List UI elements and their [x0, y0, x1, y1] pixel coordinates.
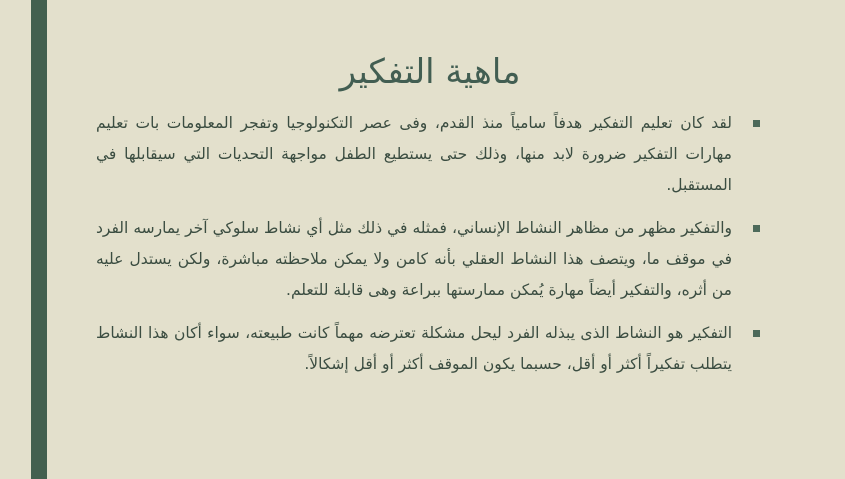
- square-bullet-icon: [753, 120, 760, 127]
- bullet-list: [96, 108, 764, 392]
- bullet-text: والتفكير مظهر من مظاهر النشاط الإنساني، فمثله في ذلك مثل أي نشاط سلوكي آخر يمارسه الفرد في موقف ما، ويتصف هذا النشاط العقلي بأنه كامن ولا يمكن ملاحظته مباشرة، ولكن يستدل عليه من أثره، والتفكير أيضاً مهارة يُمكن ممارستها ببراعة وهى قابلة للتعلم.: [96, 219, 732, 299]
- list-item: [96, 318, 764, 380]
- slide-title: ماهية التفكير: [339, 52, 521, 92]
- bullet-text: التفكير هو النشاط الذى يبذله الفرد ليحل مشكلة تعترضه مهماً كانت طبيعته، سواء أكان هذا النشاط يتطلب تفكيراً أكثر أو أقل، حسبما يكون الموقف أكثر أو أقل إشكالاً.: [96, 324, 732, 373]
- list-item: [96, 213, 764, 306]
- square-bullet-icon: [753, 330, 760, 337]
- square-bullet-icon: [753, 225, 760, 232]
- list-item: [96, 108, 764, 201]
- left-accent-bar: [31, 0, 47, 479]
- bullet-text: لقد كان تعليم التفكير هدفاً سامياً منذ القدم، وفى عصر التكنولوجيا وتفجر المعلومات بات تعليم مهارات التفكير ضرورة لابد منها، وذلك حتى يستطيع الطفل مواجهة التحديات التي سيقابلها في المستقبل.: [96, 114, 732, 194]
